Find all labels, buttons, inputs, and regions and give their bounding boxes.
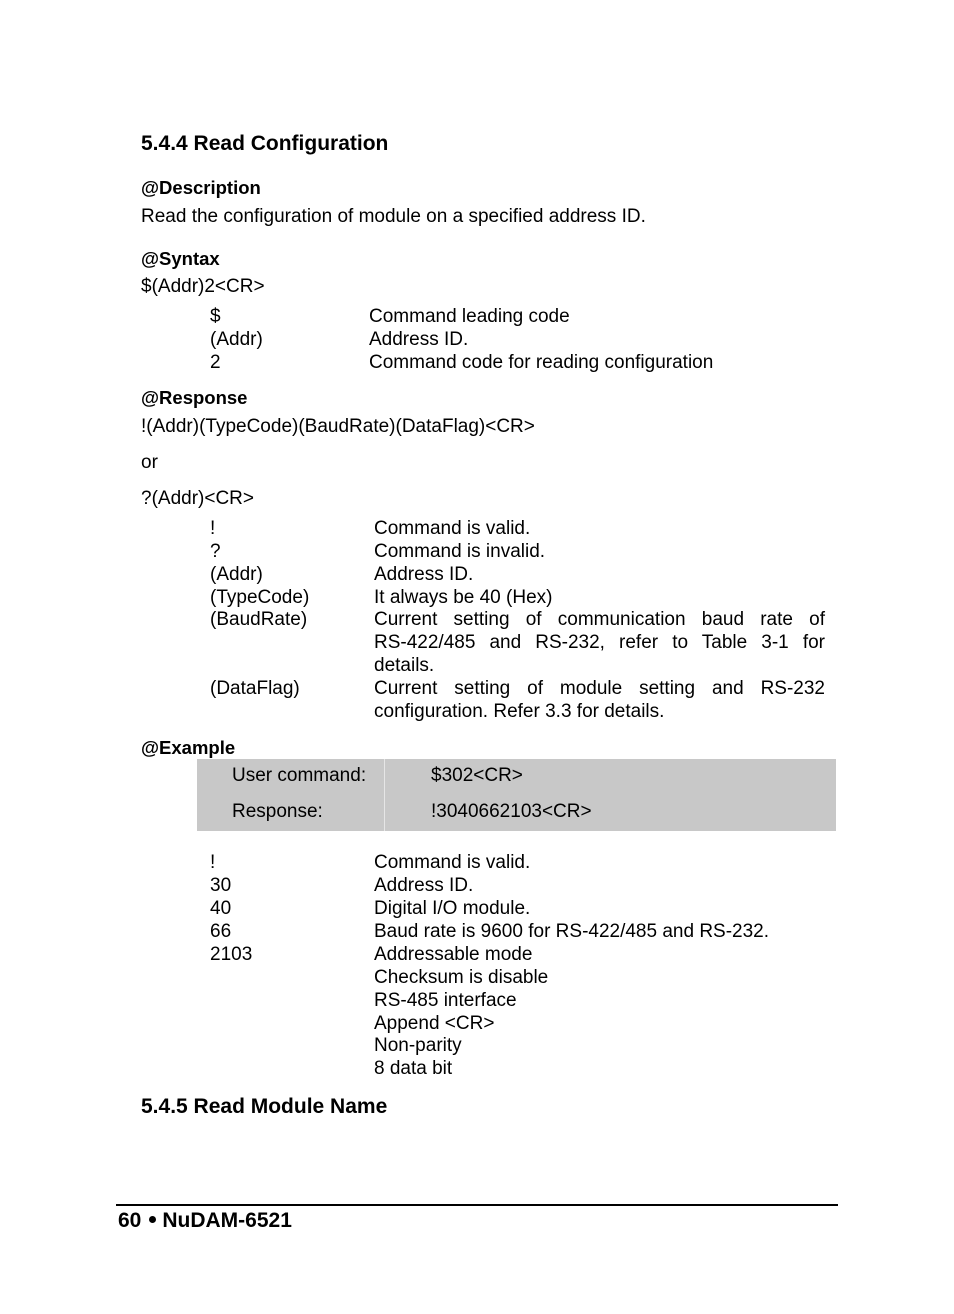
product-name: NuDAM-6521 [162, 1209, 292, 1232]
example-table-divider [384, 759, 385, 831]
response-param-desc: details. [374, 655, 435, 676]
example-param-desc: Address ID. [374, 875, 474, 896]
response-param-code: (BaudRate) [210, 609, 308, 630]
response-param-desc: configuration. Refer 3.3 for details. [374, 701, 665, 722]
example-param-desc: Non-parity [374, 1035, 462, 1056]
footer-rule [116, 1204, 838, 1206]
example-row-label: User command: [232, 765, 367, 786]
bullet-icon [149, 1216, 156, 1223]
response-heading: @Response [141, 387, 248, 408]
example-param-desc: Append <CR> [374, 1013, 495, 1034]
response-param-desc: Command is valid. [374, 518, 531, 539]
syntax-param-code: $ [210, 306, 221, 327]
example-row-value: $302<CR> [431, 765, 523, 786]
example-heading: @Example [141, 737, 236, 758]
response-param-desc: Current setting of module setting and RS-232 [374, 678, 825, 699]
example-param-code: 40 [210, 898, 232, 919]
example-param-desc: Addressable mode [374, 944, 533, 965]
page-number: 60 [118, 1209, 142, 1232]
syntax-heading: @Syntax [141, 248, 220, 269]
syntax-param-desc: Command leading code [369, 306, 570, 327]
response-param-desc: Command is invalid. [374, 541, 546, 562]
description-text: Read the configuration of module on a specified address ID. [141, 206, 646, 227]
response-or: or [141, 452, 158, 473]
response-valid-format: !(Addr)(TypeCode)(BaudRate)(DataFlag)<CR> [141, 416, 535, 437]
syntax-command: $(Addr)2<CR> [141, 276, 265, 297]
example-table [197, 759, 836, 831]
response-param-code: (DataFlag) [210, 678, 300, 699]
response-param-desc: RS-422/485 and RS-232, refer to Table 3-1 for [374, 632, 825, 653]
next-section-title: 5.4.5 Read Module Name [141, 1095, 388, 1118]
example-param-code: ! [210, 852, 216, 873]
example-param-desc: Baud rate is 9600 for RS-422/485 and RS-232. [374, 921, 770, 942]
response-param-code: (Addr) [210, 564, 263, 585]
response-param-desc: Address ID. [374, 564, 474, 585]
example-param-desc: 8 data bit [374, 1058, 453, 1079]
description-heading: @Description [141, 177, 261, 198]
syntax-param-code: 2 [210, 352, 221, 373]
example-param-desc: Digital I/O module. [374, 898, 531, 919]
example-row-label: Response: [232, 801, 323, 822]
example-row-value: !3040662103<CR> [431, 801, 592, 822]
response-param-code: (TypeCode) [210, 587, 310, 608]
response-param-desc: It always be 40 (Hex) [374, 587, 553, 608]
syntax-param-desc: Command code for reading configuration [369, 352, 714, 373]
syntax-param-code: (Addr) [210, 329, 263, 350]
example-param-desc: Command is valid. [374, 852, 531, 873]
example-param-desc: Checksum is disable [374, 967, 549, 988]
example-param-code: 30 [210, 875, 232, 896]
example-param-code: 2103 [210, 944, 253, 965]
response-invalid-format: ?(Addr)<CR> [141, 488, 254, 509]
response-param-desc: Current setting of communication baud rate of [374, 609, 825, 630]
example-param-desc: RS-485 interface [374, 990, 517, 1011]
syntax-param-desc: Address ID. [369, 329, 469, 350]
page-footer [118, 1209, 292, 1233]
response-param-code: ! [210, 518, 216, 539]
section-title: 5.4.4 Read Configuration [141, 132, 389, 155]
response-param-code: ? [210, 541, 221, 562]
example-param-code: 66 [210, 921, 232, 942]
